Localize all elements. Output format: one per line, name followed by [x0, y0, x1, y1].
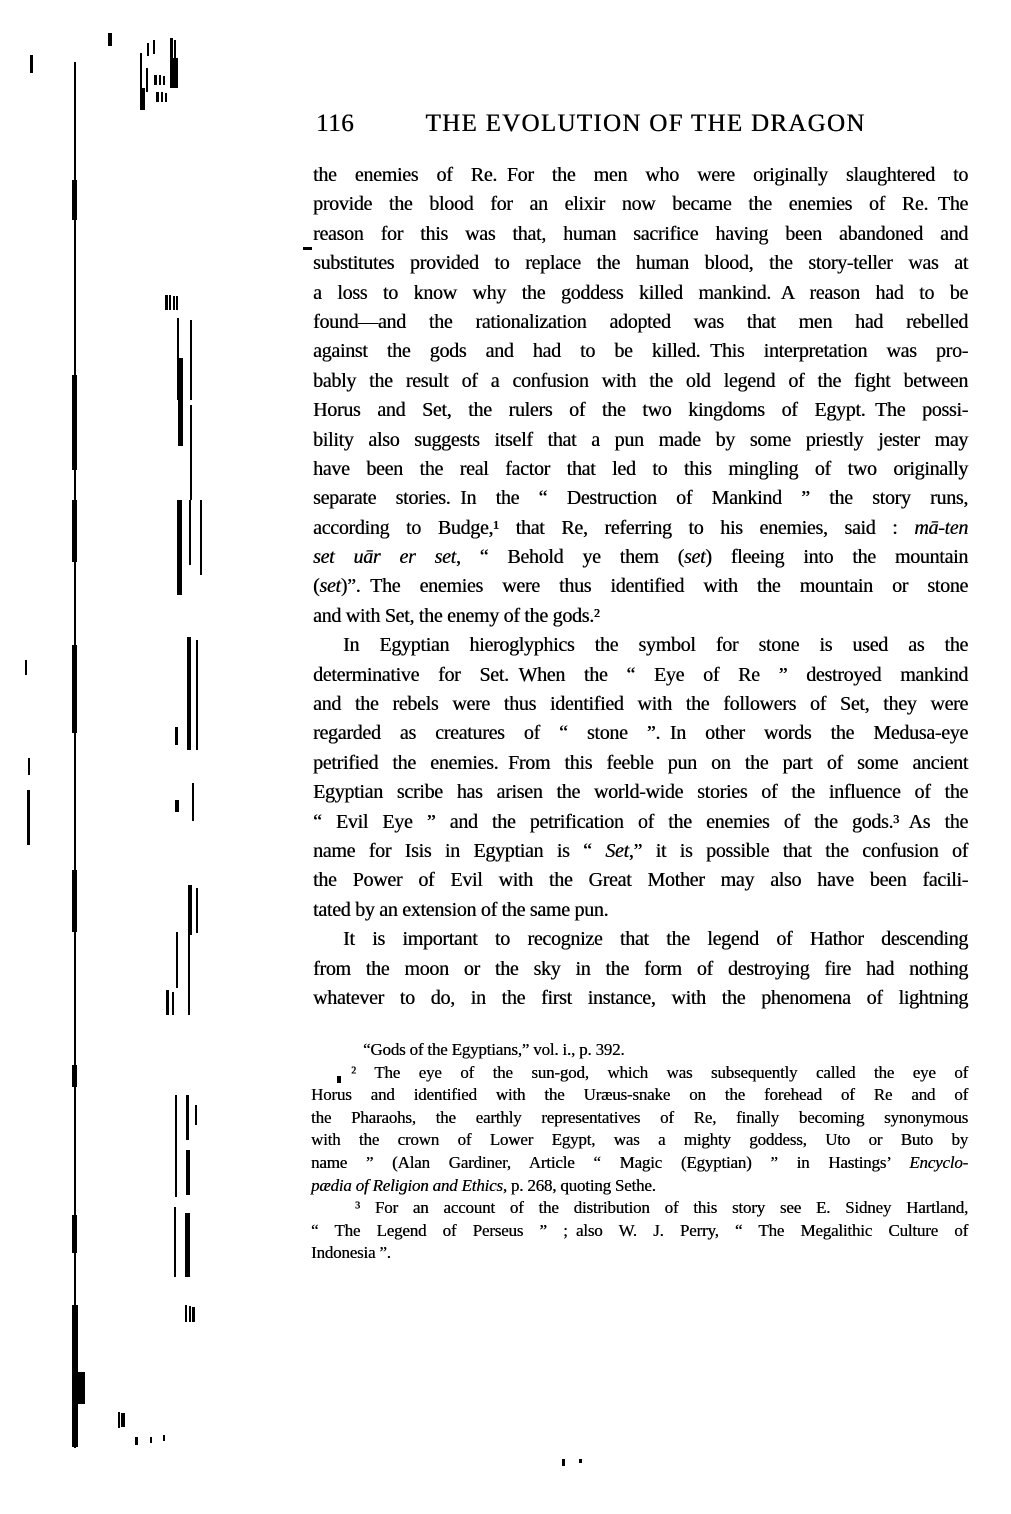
text-segment: set uār er set — [313, 546, 456, 569]
scan-artifact — [150, 1437, 152, 1443]
footnote-line — [311, 1175, 968, 1198]
scan-artifact — [147, 43, 149, 56]
scan-artifact — [72, 500, 77, 562]
scan-artifact — [163, 1435, 165, 1441]
text-line — [313, 749, 968, 778]
scan-artifact — [186, 1150, 190, 1195]
text-segment: tated by an extension of the same pun. — [313, 898, 609, 921]
scan-artifact — [337, 1076, 341, 1083]
text-line — [313, 808, 968, 837]
scan-artifact — [28, 758, 30, 775]
text-segment: ( — [313, 575, 320, 598]
text-line — [313, 337, 968, 366]
text-line — [313, 602, 968, 631]
scan-artifact — [141, 88, 145, 110]
text-segment: reason for this was that, human sacrifice having been abandoned and — [313, 222, 968, 245]
footnote-line — [311, 1107, 968, 1130]
footnotes-section — [311, 1039, 968, 1265]
scan-artifact — [176, 296, 178, 310]
text-line — [313, 572, 968, 601]
scan-artifact — [135, 1437, 138, 1445]
text-line — [313, 220, 968, 249]
scan-artifact — [175, 727, 178, 745]
text-line — [313, 308, 968, 337]
text-line — [313, 396, 968, 425]
scan-artifact — [30, 55, 33, 73]
footnote-line — [311, 1242, 968, 1265]
text-segment: a loss to know why the goddess killed mankind. A reason had to be — [313, 281, 968, 304]
text-segment: , p. 268, quoting Sethe. — [502, 1175, 656, 1195]
text-segment: It is important to recognize that the legend of Hathor descending — [343, 928, 968, 951]
text-segment: ² The eye of the sun-god, which was subsequently called the eye of — [351, 1062, 968, 1082]
footnote-line — [311, 1220, 968, 1243]
footnote-line — [311, 1129, 968, 1152]
body-text — [313, 161, 968, 1013]
scan-artifact — [187, 637, 191, 750]
scan-artifact — [173, 296, 175, 310]
text-segment: “ Evil Eye ” and the petrification of the enemies of the gods.³ As the — [313, 810, 968, 833]
scan-artifact — [163, 76, 165, 85]
scan-artifact — [108, 33, 112, 46]
text-segment: determinative for Set. When the “ Eye of Re ” destroyed mankind — [313, 663, 968, 686]
text-line — [313, 925, 968, 954]
text-segment: according to Budge,¹ that Re, referring to his enemies, said : — [313, 516, 915, 539]
text-segment: )”. The enemies were thus identified with the mountain or stone — [340, 575, 968, 598]
text-segment: Encyclo- — [909, 1152, 968, 1172]
text-line — [313, 866, 968, 895]
text-segment: , “ Behold ye them ( — [455, 546, 684, 569]
scan-artifact — [72, 1065, 77, 1087]
scan-artifact — [118, 1412, 120, 1428]
scan-artifact — [196, 640, 198, 750]
footnote-line — [311, 1062, 968, 1085]
scan-artifact — [186, 1095, 189, 1140]
footnote-line — [311, 1084, 968, 1107]
scan-artifact — [190, 405, 192, 500]
text-line — [313, 955, 968, 984]
scan-artifact — [72, 180, 77, 220]
scan-artifact — [192, 783, 194, 821]
scan-artifact — [172, 992, 174, 1015]
text-line — [313, 984, 968, 1013]
scan-artifact — [185, 1213, 190, 1277]
text-segment: regarded as creatures of “ stone ”. In other words the Medusa-eye — [313, 722, 968, 745]
text-segment: ) fleeing into the mountain — [705, 546, 968, 569]
text-segment: ,” it is possible that the confusion of — [628, 839, 968, 862]
text-line — [313, 778, 968, 807]
text-segment: the Pharaohs, the earthly representatives of Re, finally becoming synonymous — [311, 1107, 968, 1127]
scan-artifact — [190, 320, 192, 400]
scan-artifact — [175, 800, 179, 812]
scan-artifact — [166, 990, 169, 1015]
text-line — [313, 661, 968, 690]
text-segment: Horus and identified with the Uræus-snake on the forehead of Re and of — [311, 1085, 968, 1105]
scan-artifact — [146, 68, 148, 92]
scan-artifact — [153, 40, 155, 54]
text-segment: Horus and Set, the rulers of the two kingdoms of Egypt. The possi- — [313, 399, 968, 422]
text-segment: from the moon or the sky in the form of destroying fire had nothing — [313, 957, 968, 980]
scan-artifact — [196, 888, 198, 933]
scan-artifact — [178, 358, 183, 446]
text-line — [313, 690, 968, 719]
scan-artifact — [303, 247, 312, 250]
text-line — [313, 455, 968, 484]
scan-artifact — [188, 885, 192, 935]
text-segment: petrified the enemies. From this feeble pun on the part of some ancient — [313, 751, 968, 774]
footnote-line — [311, 1197, 968, 1220]
scan-artifact — [154, 75, 157, 85]
scan-artifact — [175, 1095, 177, 1197]
text-segment: and the rebels were thus identified with the followers of Set, they were — [313, 693, 968, 716]
text-segment: Set — [605, 839, 629, 862]
text-segment: bility also suggests itself that a pun made by some priestly jester may — [313, 428, 968, 451]
footnote-line — [311, 1039, 968, 1062]
text-segment: name ” (Alan Gardiner, Article “ Magic (Egyptian) ” in Hastings’ — [311, 1152, 910, 1172]
text-segment: bably the result of a confusion with the old legend of the fight between — [313, 369, 968, 392]
text-line — [313, 837, 968, 866]
scan-artifact — [176, 932, 178, 988]
text-segment: provide the blood for an elixir now became the enemies of Re. The — [313, 193, 968, 216]
text-segment: the enemies of Re. For the men who were originally slaughtered to — [313, 164, 968, 186]
text-segment: the Power of Evil with the Great Mother may also have been facili- — [313, 869, 968, 892]
scan-artifact — [195, 1105, 197, 1125]
scan-artifact — [165, 93, 167, 102]
text-segment: substitutes provided to replace the human blood, the story-teller was at — [313, 252, 968, 275]
text-segment: with the crown of Lower Egypt, was a mighty goddess, Uto or Buto by — [311, 1130, 968, 1150]
scan-artifact — [156, 92, 159, 102]
scan-artifact — [72, 645, 77, 733]
text-line — [313, 631, 968, 660]
scan-artifact — [177, 500, 182, 595]
running-title: THE EVOLUTION OF THE DRAGON — [425, 110, 866, 137]
scan-artifact — [188, 930, 190, 1015]
text-line — [313, 426, 968, 455]
text-line — [313, 514, 968, 543]
text-segment: Egyptian scribe has arisen the world-wide stories of the influence of the — [313, 781, 968, 804]
scan-artifact — [159, 75, 161, 85]
text-line — [313, 161, 968, 190]
text-segment: separate stories. In the “ Destruction of Mankind ” the story runs, — [313, 487, 968, 510]
text-segment: “Gods of the Egyptians,” vol. i., p. 392. — [363, 1040, 625, 1059]
text-segment: set — [683, 546, 706, 569]
scan-artifact — [174, 1207, 176, 1277]
text-line — [313, 719, 968, 748]
text-line — [313, 484, 968, 513]
text-segment: ³ For an account of the distribution of this story see E. Sidney Hartland, — [355, 1198, 968, 1218]
scan-artifact — [27, 790, 30, 845]
text-segment: mā-ten — [914, 516, 968, 539]
text-line — [313, 543, 968, 572]
text-line — [313, 190, 968, 219]
scan-artifact — [562, 1459, 565, 1466]
page-number: 116 — [316, 110, 355, 137]
scan-artifact — [169, 295, 171, 310]
scan-artifact — [72, 870, 77, 932]
footnote-line — [311, 1152, 968, 1175]
scan-artifact — [165, 295, 168, 310]
scan-artifact — [72, 1215, 77, 1253]
text-segment: found—and the rationalization adopted was that men had rebelled — [313, 310, 968, 333]
text-segment: and with Set, the enemy of the gods.² — [313, 604, 600, 627]
scan-artifact — [121, 1413, 125, 1427]
text-line — [313, 896, 968, 925]
scan-artifact — [161, 92, 163, 102]
text-segment: name for Isis in Egyptian is “ — [313, 839, 606, 862]
scan-artifact — [189, 1306, 191, 1322]
text-segment: whatever to do, in the first instance, with the phenomena of lightning — [313, 986, 968, 1009]
text-segment: pædia of Religion and Ethics — [311, 1175, 503, 1195]
scan-artifact — [75, 1372, 85, 1404]
text-segment: have been the real factor that led to this mingling of two originally — [313, 457, 968, 480]
scan-artifact — [172, 58, 178, 88]
scan-artifact — [200, 500, 202, 575]
scan-artifact — [579, 1459, 582, 1463]
text-line — [313, 249, 968, 278]
scan-artifact — [185, 1305, 187, 1322]
text-segment: In Egyptian hieroglyphics the symbol for stone is used as the — [343, 634, 968, 657]
text-line — [313, 367, 968, 396]
text-line — [313, 279, 968, 308]
scan-artifact — [72, 375, 77, 470]
scan-artifact — [189, 500, 191, 565]
text-segment: set — [319, 575, 341, 598]
scan-artifact — [192, 1307, 195, 1322]
text-segment: “ The Legend of Perseus ” ; also W. J. Perry, “ The Megalithic Culture of — [311, 1220, 968, 1240]
text-segment: against the gods and had to be killed. This interpretation was pro- — [313, 340, 968, 363]
scan-artifact — [25, 660, 27, 675]
text-segment: Indonesia ”. — [311, 1243, 391, 1263]
